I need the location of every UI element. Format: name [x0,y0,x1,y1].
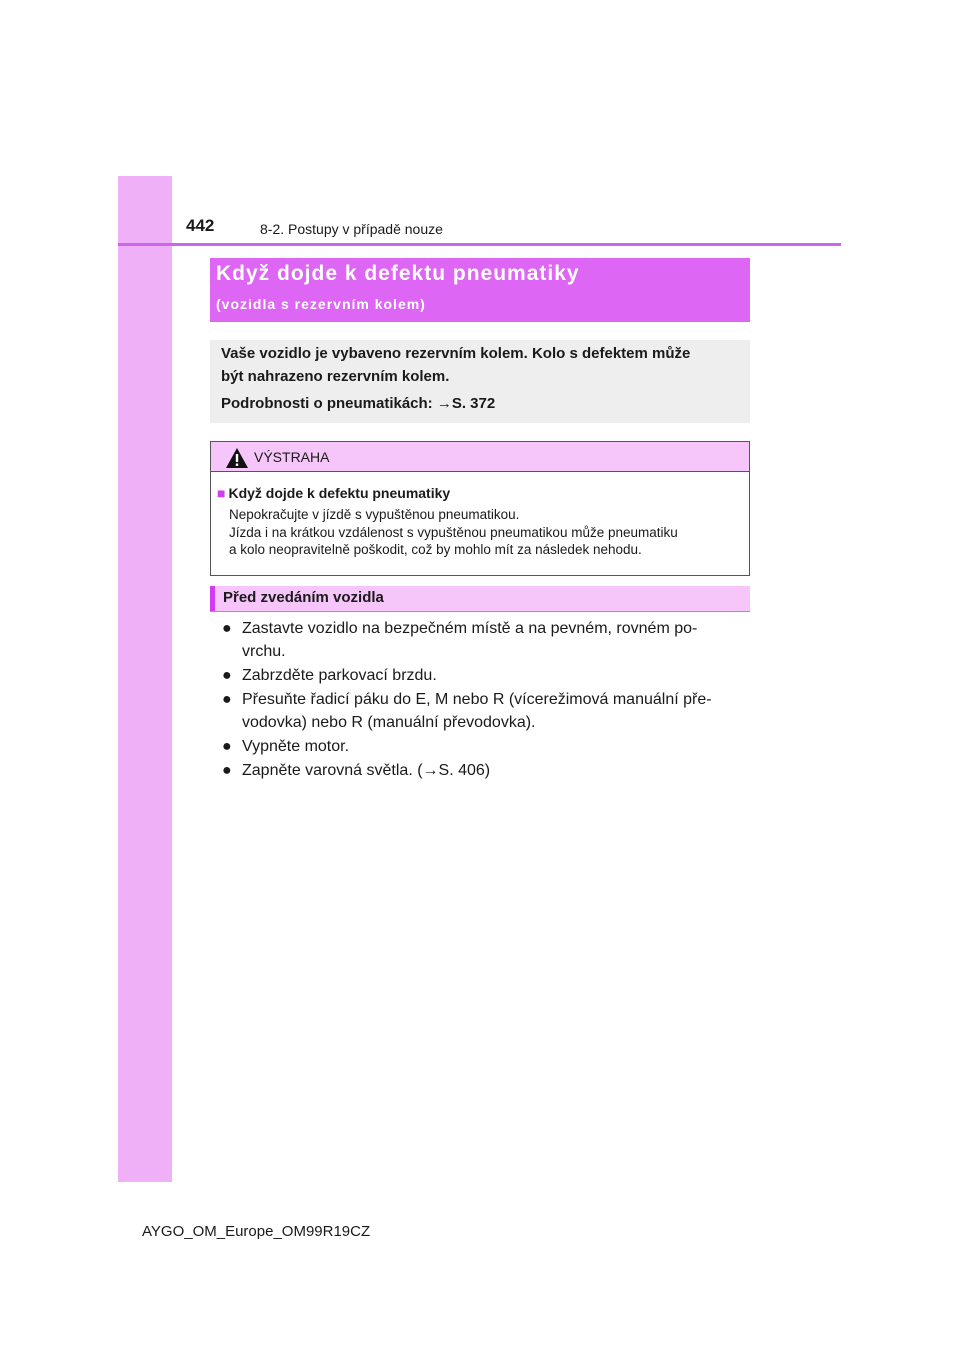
list-item [222,620,697,638]
warning-title [217,485,450,501]
list-item-continuation: vodovka) nebo R (manuální převodovka). [242,714,536,731]
section-subheading [210,586,750,612]
list-item-text: Zapněte varovná světla. (→S. 406) [242,762,491,779]
bullet-icon: ● [222,667,232,684]
list-item-continuation: vrchu. [242,643,286,660]
bullet-icon: ● [222,738,232,755]
warning-text-line: a kolo neopravitelně poškodit, což by mohlo mít za následek nehodu. [229,542,642,557]
page-number: 442 [186,216,215,235]
intro-line: být nahrazeno rezervním kolem. [221,368,450,385]
bullet-icon: ● [222,762,232,779]
page-title: Když dojde k defektu pneumatiky [216,262,580,285]
list-item-text: Vypněte motor. [242,738,350,755]
warning-label: VÝSTRAHA [254,449,330,465]
list-item-text: Zastavte vozidlo na bezpečném místě a na pevném, rovném po- [242,620,698,637]
bullet-icon: ● [222,620,232,637]
list-item [222,667,437,685]
square-bullet-icon: ■ [217,485,226,501]
list-item [222,738,349,756]
warning-header [211,442,749,472]
section-label: 8-2. Postupy v případě nouze [260,221,443,237]
subheading-text: Před zvedáním vozidla [223,589,384,606]
page-subtitle: (vozidla s rezervním kolem) [216,296,426,312]
document-footer: AYGO_OM_Europe_OM99R19CZ [142,1223,371,1240]
side-tab-bar [118,176,172,1182]
warning-text-line: Nepokračujte v jízdě s vypuštěnou pneumatikou. [229,507,520,522]
intro-line: Podrobnosti o pneumatikách: →S. 372 [221,395,496,412]
list-item-text: Zabrzděte parkovací brzdu. [242,667,437,684]
intro-line: Vaše vozidlo je vybaveno rezervním kolem. Kolo s defektem může [221,345,691,362]
bullet-icon: ● [222,691,232,708]
intro-box [210,340,750,423]
header-rule [118,243,841,246]
warning-box [210,441,750,576]
title-banner [210,258,750,322]
list-item [222,691,712,709]
warning-text-line: Jízda i na krátkou vzdálenost s vypuštěnou pneumatikou může pneumatiku [229,525,678,540]
subheading-accent [210,586,215,611]
warning-title-text: Když dojde k defektu pneumatiky [228,485,451,501]
warning-triangle-icon [225,447,249,469]
list-item-text: Přesuňte řadicí páku do E, M nebo R (vícerežimová manuální pře- [242,691,712,708]
list-item [222,762,490,780]
